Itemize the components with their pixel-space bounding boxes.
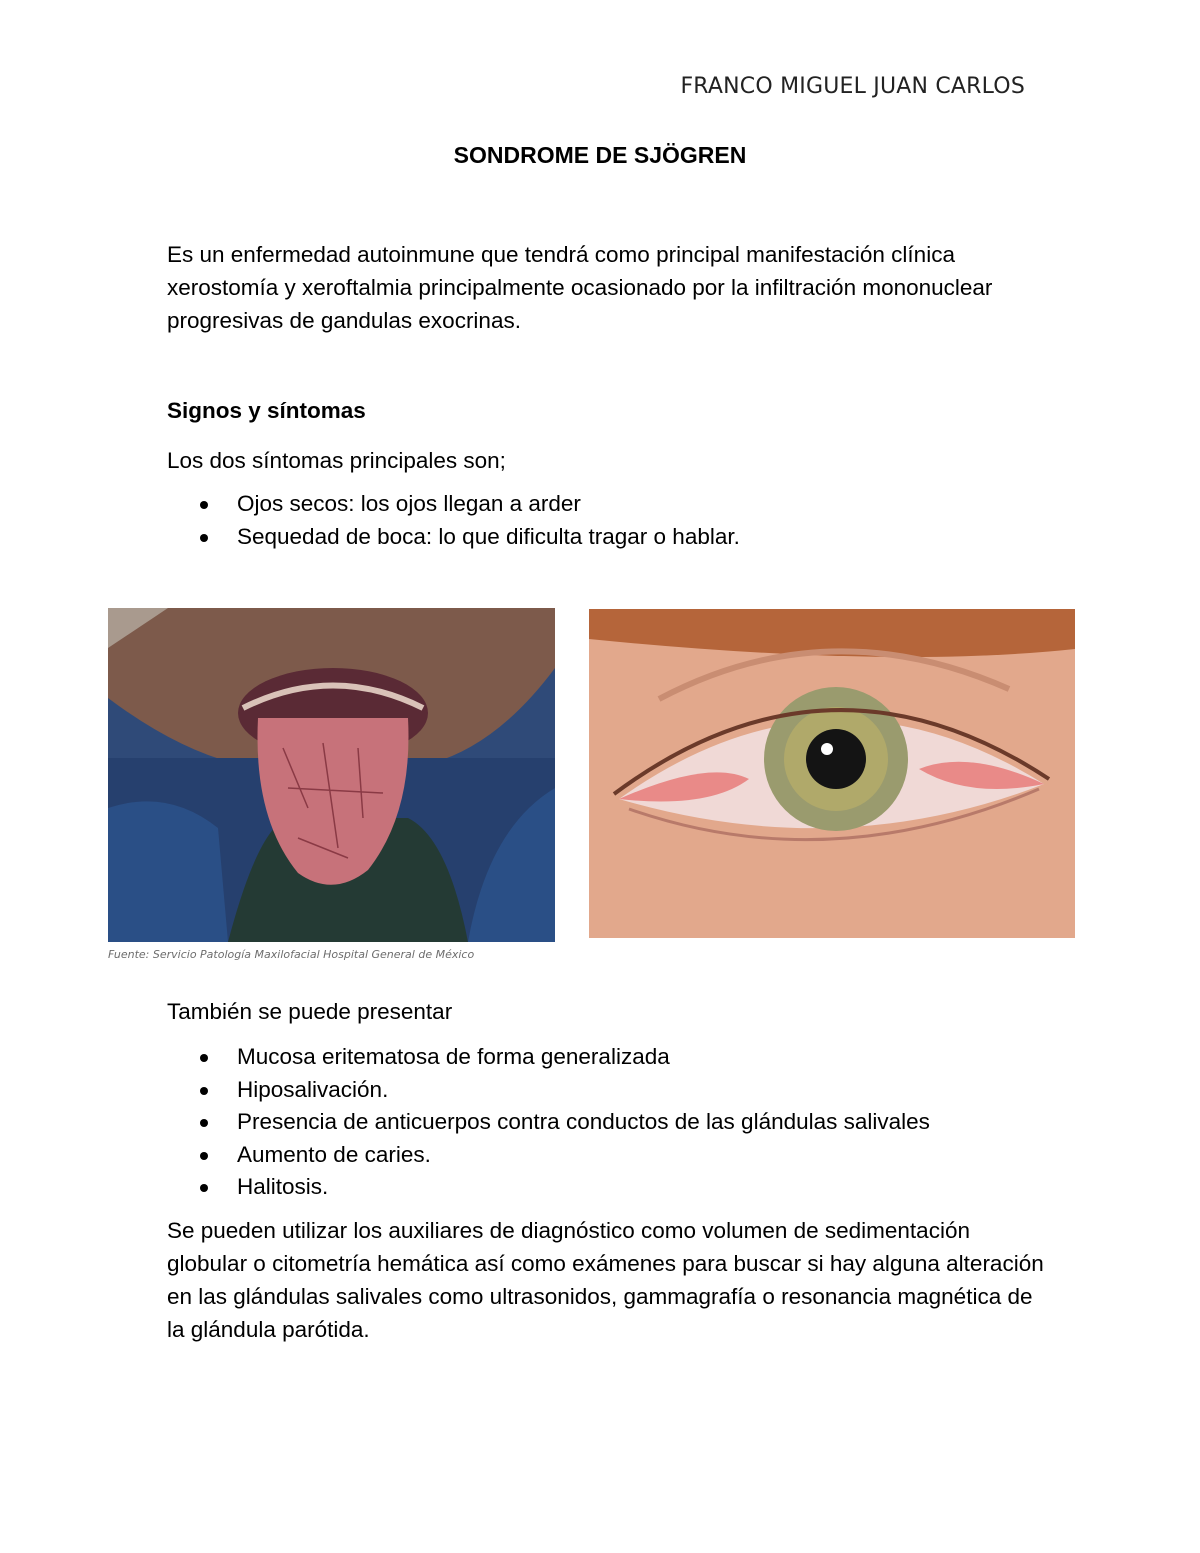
red-eye-photo bbox=[589, 609, 1075, 938]
intro-paragraph: Es un enfermedad autoinmune que tendrá como principal manifestación clínica xerostomía y xeroftalmia principalmente ocasionado por la infiltración mononuclear progresivas de gandulas exocrinas. bbox=[167, 242, 993, 333]
main-symptoms-list bbox=[167, 488, 740, 553]
symptoms-intro: Los dos síntomas principales son; bbox=[167, 448, 506, 473]
list-item: Aumento de caries. bbox=[167, 1139, 930, 1172]
tongue-illustration bbox=[108, 608, 555, 942]
list-item: Mucosa eritematosa de forma generalizada bbox=[167, 1041, 930, 1074]
other-symptoms-list bbox=[167, 1041, 930, 1204]
eye-illustration bbox=[589, 609, 1075, 938]
diagnosis-paragraph: Se pueden utilizar los auxiliares de diagnóstico como volumen de sedimentación globular o citometría hemática así como exámenes para buscar si hay alguna alteración en las glándulas salivales como ultrasonidos, gammagrafía o resonancia magnética de la glándula parótida. bbox=[167, 1218, 1044, 1342]
figure-caption: Fuente: Servicio Patología Maxilofacial Hospital General de México bbox=[108, 948, 475, 961]
list-item: Presencia de anticuerpos contra conductos de las glándulas salivales bbox=[167, 1106, 930, 1139]
list-item: Halitosis. bbox=[167, 1171, 930, 1204]
also-intro: También se puede presentar bbox=[167, 999, 453, 1024]
list-item: Sequedad de boca: lo que dificulta tragar o hablar. bbox=[167, 521, 740, 554]
document-title: SONDROME DE SJÖGREN bbox=[453, 142, 747, 168]
list-item: Hiposalivación. bbox=[167, 1074, 930, 1107]
list-item: Ojos secos: los ojos llegan a arder bbox=[167, 488, 740, 521]
section-heading: Signos y síntomas bbox=[167, 398, 366, 423]
author-name: FRANCO MIGUEL JUAN CARLOS bbox=[680, 74, 1025, 99]
dry-tongue-photo bbox=[108, 608, 555, 942]
